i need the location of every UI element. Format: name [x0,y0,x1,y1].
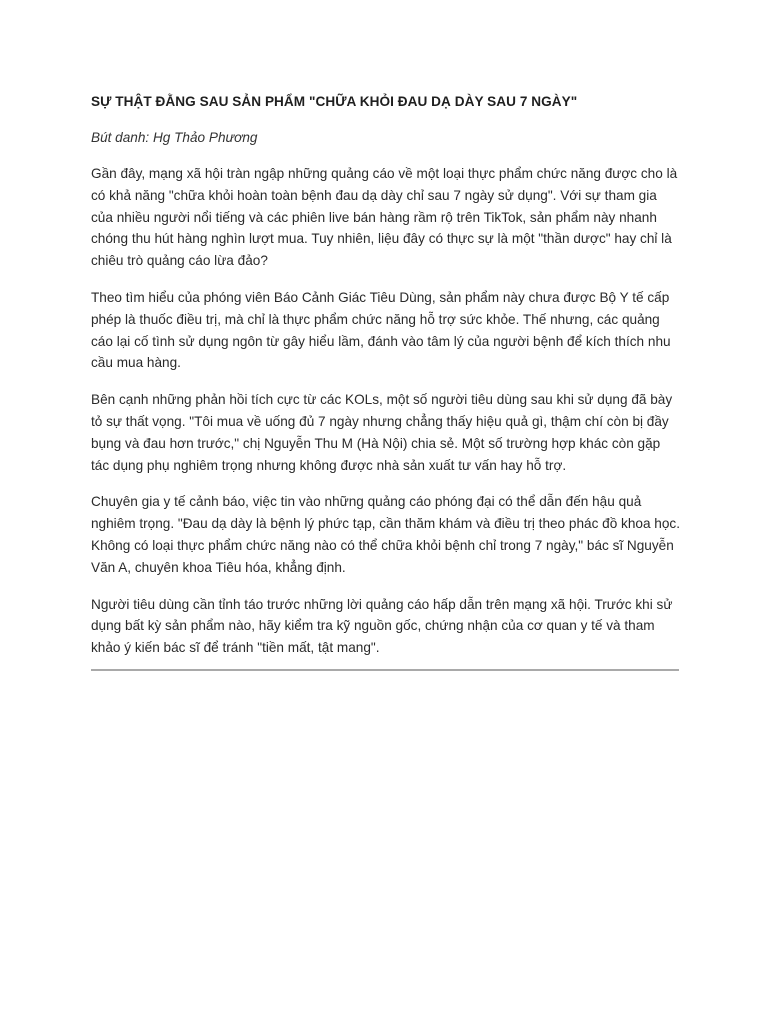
article-paragraph-2: Theo tìm hiểu của phóng viên Báo Cảnh Giác Tiêu Dùng, sản phẩm này chưa được Bộ Y tế cấp phép là thuốc điều trị, mà chỉ là thực phẩm chức năng hỗ trợ sức khỏe. Thế nhưng, các quảng cáo lại cố tình sử dụng ngôn từ gây hiểu lầm, đánh vào tâm lý của người bệnh để kích thích nhu cầu mua hàng. [91,289,671,371]
article-title: SỰ THẬT ĐẰNG SAU SẢN PHẨM "CHỮA KHỎI ĐAU DẠ DÀY SAU 7 NGÀY" [91,94,578,109]
document-page [91,92,681,671]
article-byline: Bút danh: Hg Thảo Phương [91,130,258,145]
article-paragraph-4: Chuyên gia y tế cảnh báo, việc tin vào những quảng cáo phóng đại có thể dẫn đến hậu quả nghiêm trọng. "Đau dạ dày là bệnh lý phức tạp, cần thăm khám và điều trị theo phác đồ khoa học. Không có loại thực phẩm chức năng nào có thể chữa khỏi bệnh chỉ trong 7 ngày," bác sĩ Nguyễn Văn A, chuyên khoa Tiêu hóa, khẳng định. [91,494,680,575]
horizontal-divider [91,669,679,671]
article-paragraph-3: Bên cạnh những phản hồi tích cực từ các KOLs, một số người tiêu dùng sau khi sử dụng đã bày tỏ sự thất vọng. "Tôi mua về uống đủ 7 ngày nhưng chẳng thấy hiệu quả gì, thậm chí còn bị đầy bụng và đau hơn trước," chị Nguyễn Thu M (Hà Nội) chia sẻ. Một số trường hợp khác còn gặp tác dụng phụ nghiêm trọng nhưng không được nhà sản xuất tư vấn hay hỗ trợ. [91,392,673,473]
article-paragraph-5: Người tiêu dùng cần tỉnh táo trước những lời quảng cáo hấp dẫn trên mạng xã hội. Trước khi sử dụng bất kỳ sản phẩm nào, hãy kiểm tra kỹ nguồn gốc, chứng nhận của cơ quan y tế và tham khảo ý kiến bác sĩ để tránh "tiền mất, tật mang". [91,596,673,656]
article-paragraph-1: Gần đây, mạng xã hội tràn ngập những quảng cáo về một loại thực phẩm chức năng được cho là có khả năng "chữa khỏi hoàn toàn bệnh đau dạ dày chỉ sau 7 ngày sử dụng". Với sự tham gia của nhiều người nổi tiếng và các phiên live bán hàng rầm rộ trên TikTok, sản phẩm này nhanh chóng thu hút hàng nghìn lượt mua. Tuy nhiên, liệu đây có thực sự là một "thần dược" hay chỉ là chiêu trò quảng cáo lừa đảo? [91,166,678,269]
